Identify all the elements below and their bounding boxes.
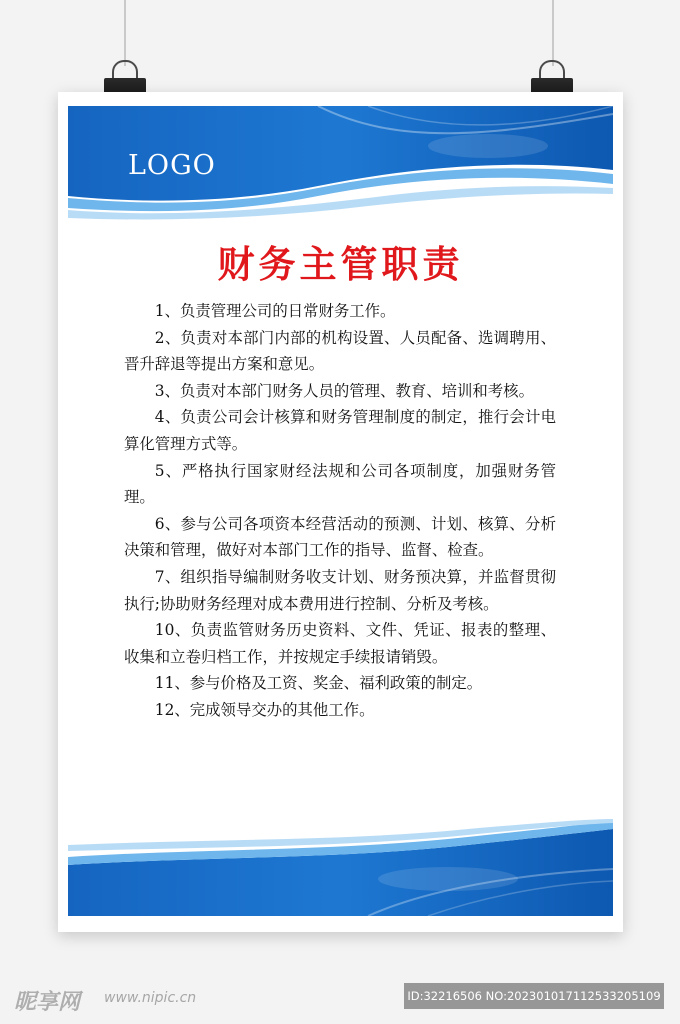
duty-item: 6、参与公司各项资本经营活动的预测、计划、核算、分析决策和管理，做好对本部门工作的指导、监督、检查。 (124, 514, 556, 560)
right-hanging-wire (552, 0, 554, 66)
duty-item: 11、参与价格及工资、奖金、福利政策的制定。 (154, 674, 483, 693)
duty-item: 12、完成领导交办的其他工作。 (154, 700, 375, 719)
watermark-site-url: www.nipic.cn (104, 990, 197, 1006)
duty-item: 4、负责公司会计核算和财务管理制度的制定，推行会计电算化管理方式等。 (124, 408, 556, 453)
logo-text: LOGO (128, 150, 216, 181)
duties-list (124, 298, 556, 724)
left-hanging-wire (124, 0, 126, 66)
duty-item: 3、负责对本部门财务人员的管理、教育、培训和考核。 (154, 381, 534, 400)
poster-board (58, 92, 623, 932)
footer-wave-band (68, 819, 613, 916)
image-id-badge: ID:32216506 NO:20230101711253320510​9 (404, 983, 664, 1009)
duty-item: 10、负责监管财务历史资料、文件、凭证、报表的整理、收集和立卷归档工作，并按规定手续报请销毁。 (124, 621, 556, 666)
duty-item: 1、负责管理公司的日常财务工作。 (154, 302, 396, 320)
page-title: 财务主管职责 (217, 242, 464, 286)
duty-item: 7、组织指导编制财务收支计划、财务预决算，并监督贯彻执行;协助财务经理对成本费用进行控制、分析及考核。 (124, 567, 556, 613)
duty-item: 5、严格执行国家财经法规和公司各项制度，加强财务管理。 (124, 461, 556, 507)
duty-item: 2、负责对本部门内部的机构设置、人员配备、选调聘用、晋升辞退等提出方案和意见。 (124, 328, 556, 374)
watermark-site-logo: 昵享网 (14, 990, 81, 1015)
